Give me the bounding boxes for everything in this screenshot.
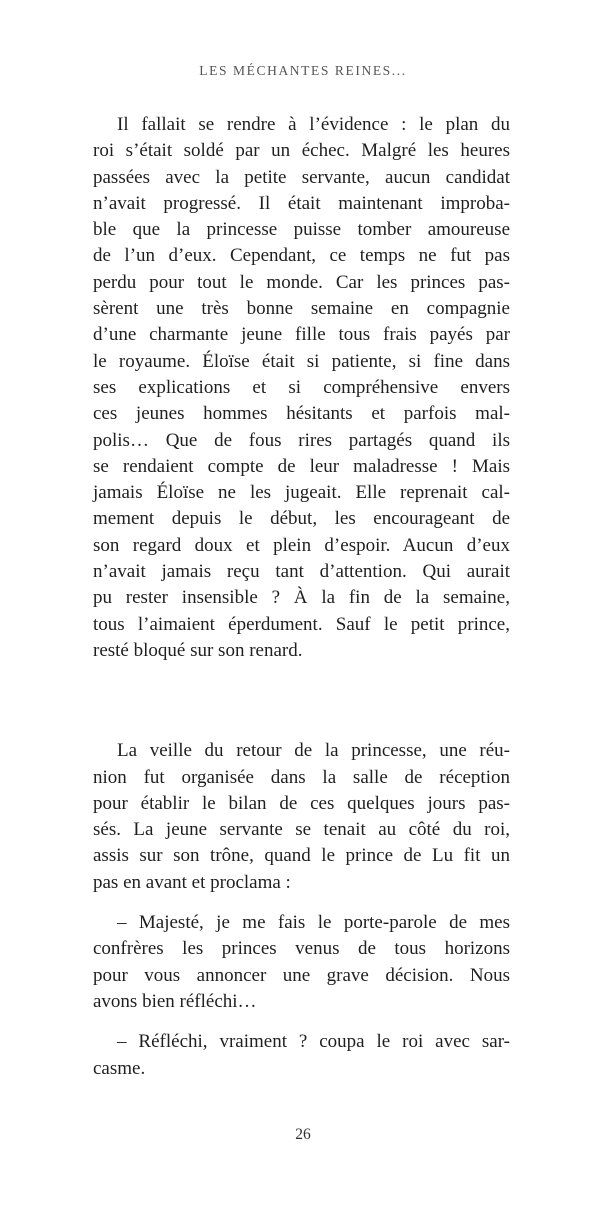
text-line: perdu pour tout le monde. Car les princes pas- — [93, 271, 510, 293]
page-number: 26 — [295, 1126, 311, 1143]
text-line: le royaume. Éloïse était si patiente, si fine dans — [93, 350, 510, 372]
text-line: n’avait jamais reçu tant d’attention. Qui aurait — [93, 561, 510, 583]
text-line: avons bien réfléchi… — [93, 990, 257, 1012]
text-line: pu rester insensible ? À la fin de la semaine, — [93, 587, 510, 609]
prose-paragraph — [93, 738, 510, 896]
text-line: d’une charmante jeune fille tous frais payés par — [93, 324, 510, 346]
text-line: ses explications et si compréhensive envers — [93, 376, 510, 398]
text-line: pour vous annoncer une grave décision. Nous — [93, 964, 510, 986]
running-header: LES MÉCHANTES REINES... — [199, 63, 407, 78]
text-line: jamais Éloïse ne les jugeait. Elle reprenait cal- — [93, 482, 510, 504]
text-line: n’avait progressé. Il était maintenant improba- — [93, 192, 510, 214]
dialogue-paragraph — [93, 910, 510, 1015]
text-line: son regard doux et plein d’espoir. Aucun d’eux — [93, 534, 510, 556]
prose-paragraph — [93, 112, 510, 664]
page-body — [93, 112, 510, 1082]
text-line: polis… Que de fous rires partagés quand ils — [93, 429, 510, 451]
text-line: ces jeunes hommes hésitants et parfois mal- — [93, 403, 510, 425]
text-line: se rendaient compte de leur maladresse ! Mais — [93, 455, 510, 477]
text-line: de l’un d’eux. Cependant, ce temps ne fut pas — [93, 245, 510, 267]
text-line: roi s’était soldé par un échec. Malgré les heures — [93, 140, 510, 162]
text-line: pas en avant et proclama : — [93, 871, 291, 893]
text-line: – Réfléchi, vraiment ? coupa le roi avec sar- — [117, 1031, 510, 1053]
dialogue-paragraph — [93, 1029, 510, 1082]
text-line: nion fut organisée dans la salle de réception — [93, 766, 510, 788]
text-line: assis sur son trône, quand le prince de Lu fit un — [93, 845, 510, 867]
text-line: Il fallait se rendre à l’évidence : le plan du — [117, 114, 510, 135]
text-line: ble que la princesse puisse tomber amoureuse — [93, 219, 510, 241]
text-line: sés. La jeune servante se tenait au côté du roi, — [93, 819, 510, 841]
text-line: resté bloqué sur son renard. — [93, 639, 303, 661]
text-line: mement depuis le début, les encourageant de — [93, 508, 510, 530]
text-line: pour établir le bilan de ces quelques jours pas- — [93, 792, 510, 814]
text-line: confrères les princes venus de tous horizons — [93, 938, 510, 960]
text-line: passées avec la petite servante, aucun candidat — [93, 166, 510, 188]
text-line: La veille du retour de la princesse, une réu- — [117, 740, 510, 762]
text-line: sèrent une très bonne semaine en compagnie — [93, 298, 510, 320]
text-line: casme. — [93, 1057, 146, 1079]
text-line: tous l’aimaient éperdument. Sauf le petit prince, — [93, 613, 510, 635]
text-line: – Majesté, je me fais le porte-parole de mes — [117, 912, 510, 934]
